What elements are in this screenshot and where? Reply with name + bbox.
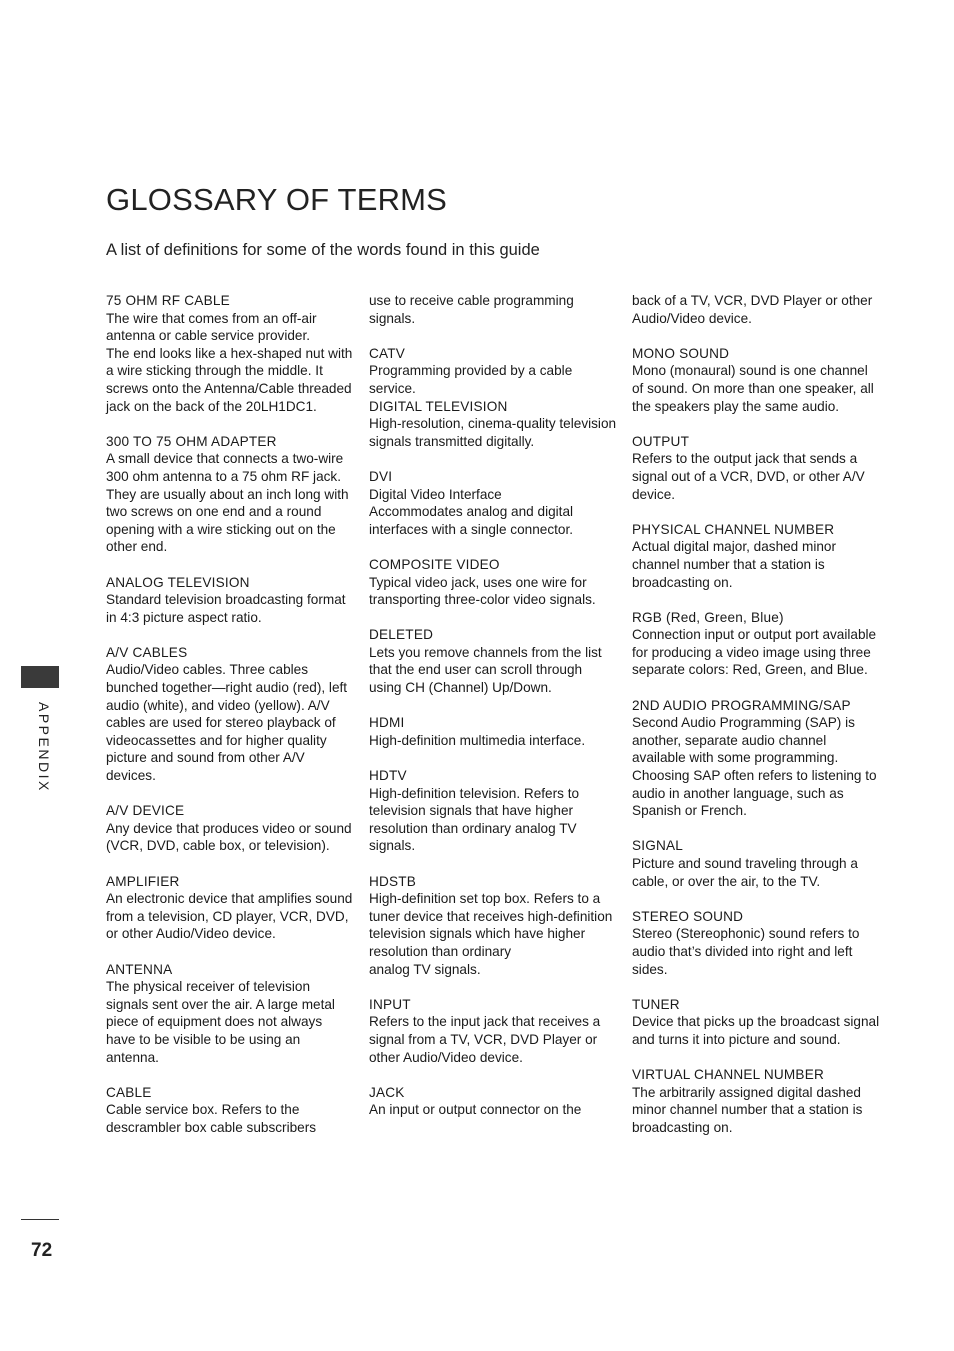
section-tab-marker — [21, 666, 59, 688]
glossary-term: CABLE — [106, 1084, 152, 1100]
glossary-definition: High-definition set top box. Refers to a tuner device that receives high-definition television signals which have higher resolution than ordinary analog TV signals. — [369, 891, 613, 977]
glossary-definition: Typical video jack, uses one wire for transporting three-color video signals. — [369, 574, 596, 608]
glossary-entry — [369, 345, 617, 398]
glossary-term: CATV — [369, 345, 406, 361]
glossary-definition: High-definition multimedia interface. — [369, 732, 586, 748]
glossary-definition: Connection input or output port available for producing a video image using three separate colors: Red, Green, and Blue. — [632, 627, 877, 678]
glossary-entry — [106, 873, 354, 943]
glossary-entry — [369, 714, 617, 749]
glossary-entry — [106, 433, 354, 556]
glossary-term: OUTPUT — [632, 433, 690, 449]
glossary-entry — [369, 468, 617, 538]
glossary-definition: The wire that comes from an off-air antenna or cable service provider. The end looks like a hex-shaped nut with a wire sticking through the middle. It screws onto the Antenna/Cable threaded jack on the back of the 20LH1DC1. — [106, 310, 353, 414]
glossary-definition: Refers to the output jack that sends a signal out of a VCR, DVD, or other A/V device. — [632, 451, 865, 502]
glossary-term: RGB (Red, Green, Blue) — [632, 609, 784, 625]
glossary-entry — [106, 574, 354, 627]
glossary-term: TUNER — [632, 996, 680, 1012]
glossary-definition: Stereo (Stereophonic) sound refers to audio that’s divided into right and left sides. — [632, 926, 860, 977]
glossary-entry — [632, 609, 880, 679]
glossary-column-3 — [632, 292, 880, 1154]
glossary-entry — [369, 1084, 617, 1119]
glossary-column-1 — [106, 292, 354, 1154]
glossary-definition: A small device that connects a two-wire 300 ohm antenna to a 75 ohm RF jack. They are usually about an inch long with two screws on one end and a round opening with a wire sticking out on the other end. — [106, 451, 349, 555]
glossary-definition: Second Audio Programming (SAP) is another, separate audio channel available with some programming. Choosing SAP often refers to listening to audio in another language, such as Spanish or French. — [632, 715, 877, 819]
glossary-term: DELETED — [369, 627, 434, 643]
page-title: GLOSSARY OF TERMS — [106, 182, 448, 217]
glossary-entry — [106, 292, 354, 415]
glossary-term: 300 TO 75 OHM ADAPTER — [106, 433, 277, 449]
glossary-entry — [632, 345, 880, 415]
glossary-definition: The physical receiver of television signals sent over the air. A large metal piece of equipment does not always have to be visible to be using an antenna. — [106, 979, 335, 1065]
glossary-definition: Device that picks up the broadcast signal and turns it into picture and sound. — [632, 1014, 880, 1047]
glossary-definition: High-resolution, cinema-quality television signals transmitted digitally. — [369, 416, 617, 449]
glossary-entry — [632, 996, 880, 1049]
glossary-term: COMPOSITE VIDEO — [369, 556, 500, 572]
glossary-term: A/V DEVICE — [106, 803, 185, 819]
glossary-definition: An input or output connector on the — [369, 1102, 582, 1118]
glossary-entry — [632, 433, 880, 503]
glossary-term: STEREO SOUND — [632, 908, 744, 924]
glossary-entry — [369, 767, 617, 855]
glossary-definition: Any device that produces video or sound (VCR, DVD, cable box, or television). — [106, 820, 352, 854]
glossary-definition: Picture and sound traveling through a cable, or over the air, to the TV. — [632, 856, 858, 889]
glossary-term: SIGNAL — [632, 838, 684, 854]
page-number: 72 — [31, 1240, 53, 1261]
glossary-column-2 — [369, 292, 617, 1137]
glossary-term: HDSTB — [369, 873, 417, 889]
glossary-term: INPUT — [369, 996, 411, 1012]
glossary-definition: Actual digital major, dashed minor channel number that a station is broadcasting on. — [632, 539, 837, 590]
glossary-entry — [106, 961, 354, 1067]
glossary-definition: Lets you remove channels from the list that the end user can scroll through using CH (Channel) Up/Down. — [369, 644, 602, 696]
glossary-definition: Refers to the input jack that receives a signal from a TV, VCR, DVD Player or other Audio/Video device. — [369, 1014, 601, 1065]
continued-definition: use to receive cable programming signals. — [369, 293, 574, 326]
glossary-definition: Audio/Video cables. Three cables bunched together—right audio (red), left audio (white), and video (yellow). A/V cables are used for stereo playback of videocassettes and for higher quality picture and sound from other A/V devices. — [106, 662, 348, 784]
glossary-entry — [632, 521, 880, 591]
glossary-term: DIGITAL TELEVISION — [369, 398, 508, 414]
glossary-entry — [632, 1066, 880, 1136]
glossary-definition: Mono (monaural) sound is one channel of sound. On more than one speaker, all the speakers play the same audio. — [632, 363, 874, 414]
glossary-entry — [369, 996, 617, 1066]
glossary-definition: Cable service box. Refers to the descrambler box cable subscribers — [106, 1102, 317, 1135]
footer-divider — [21, 1219, 59, 1220]
glossary-entry — [106, 802, 354, 855]
glossary-definition: Digital Video Interface Accommodates analog and digital interfaces with a single connector. — [369, 486, 574, 537]
glossary-term: MONO SOUND — [632, 345, 730, 361]
glossary-entry — [632, 697, 880, 820]
glossary-entry — [369, 873, 617, 979]
glossary-term: HDTV — [369, 768, 407, 784]
glossary-term: A/V CABLES — [106, 644, 188, 660]
glossary-term: 2ND AUDIO PROGRAMMING/SAP — [632, 697, 851, 713]
glossary-term: HDMI — [369, 715, 405, 731]
glossary-term: PHYSICAL CHANNEL NUMBER — [632, 521, 835, 537]
glossary-entry — [106, 1084, 354, 1137]
glossary-entry — [632, 837, 880, 890]
glossary-term: JACK — [369, 1084, 405, 1100]
continued-definition: back of a TV, VCR, DVD Player or other Audio/Video device. — [632, 293, 873, 326]
glossary-term: DVI — [369, 468, 393, 484]
glossary-definition: High-definition television. Refers to television signals that have higher resolution than ordinary analog TV signals. — [369, 785, 580, 854]
glossary-definition: Programming provided by a cable service. — [369, 363, 573, 396]
glossary-entry — [369, 556, 617, 609]
glossary-entry — [369, 626, 617, 696]
glossary-definition: The arbitrarily assigned digital dashed minor channel number that a station is broadcasting on. — [632, 1084, 863, 1135]
glossary-term: AMPLIFIER — [106, 873, 180, 889]
glossary-term: ANTENNA — [106, 961, 173, 977]
glossary-definition: Standard television broadcasting format in 4:3 picture aspect ratio. — [106, 592, 346, 625]
glossary-entry — [632, 908, 880, 978]
glossary-entry — [369, 398, 617, 451]
page-subtitle: A list of definitions for some of the words found in this guide — [106, 241, 540, 259]
glossary-term: VIRTUAL CHANNEL NUMBER — [632, 1067, 824, 1083]
glossary-definition: An electronic device that amplifies sound from a television, CD player, VCR, DVD, or other Audio/Video device. — [106, 891, 353, 942]
glossary-term: ANALOG TELEVISION — [106, 574, 250, 590]
glossary-entry — [106, 644, 354, 785]
glossary-term: 75 OHM RF CABLE — [106, 293, 230, 308]
section-label: APPENDIX — [36, 702, 52, 793]
